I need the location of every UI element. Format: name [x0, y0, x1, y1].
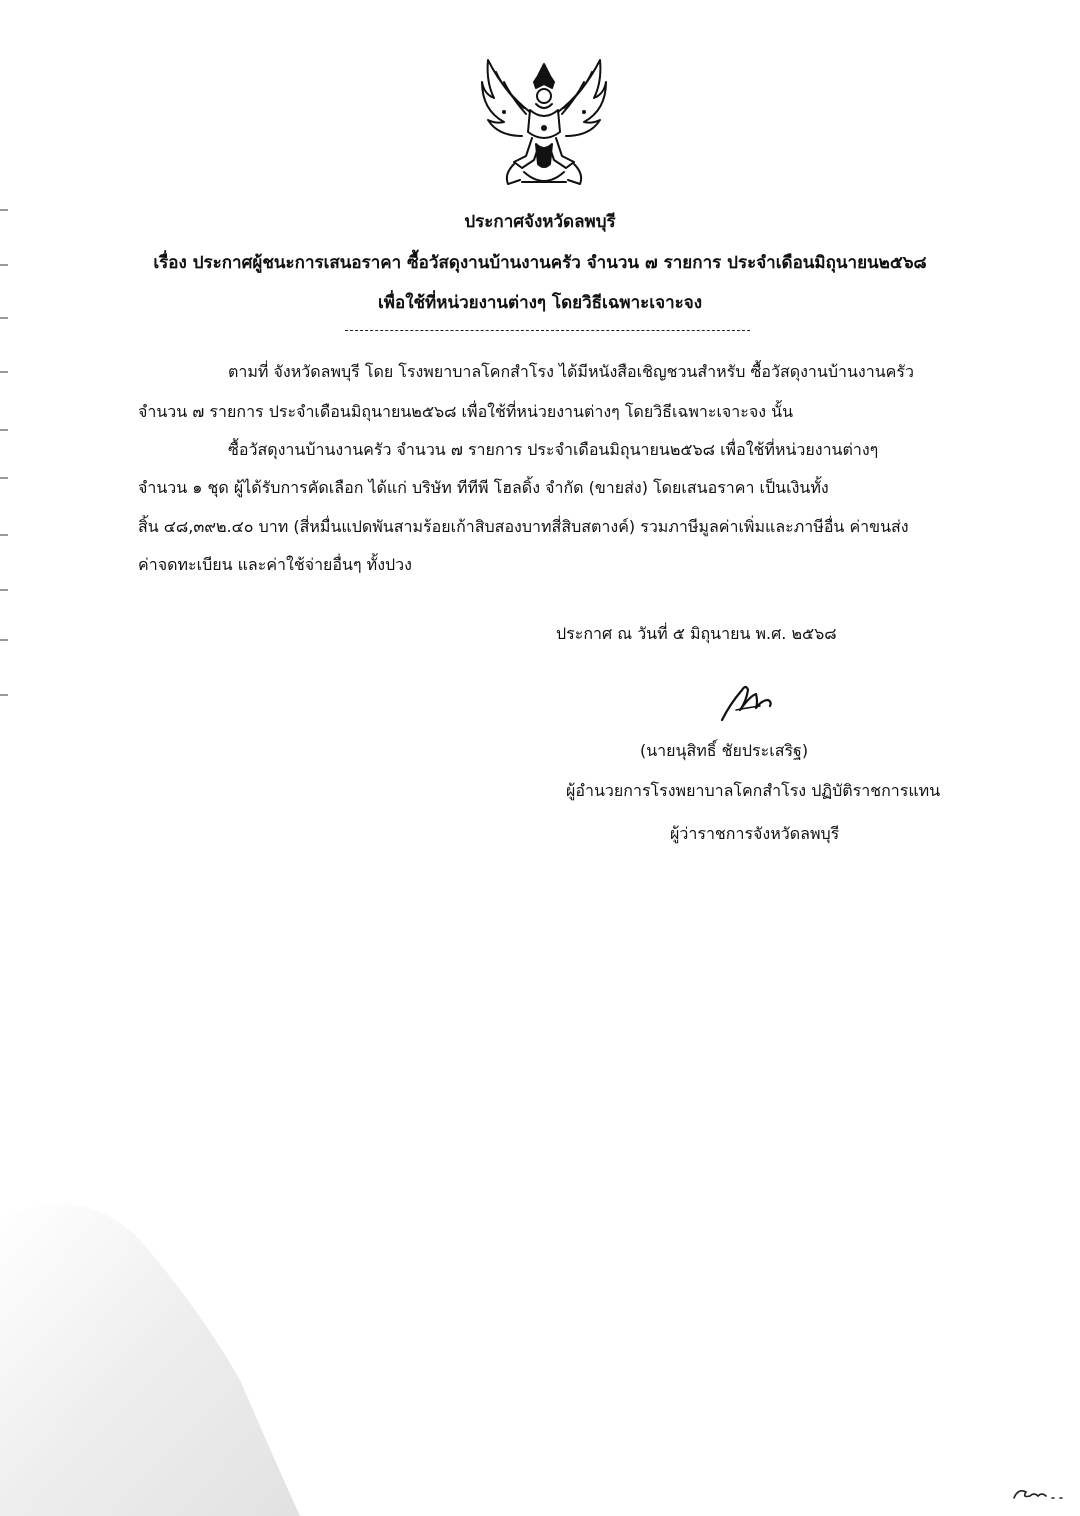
signatory-name: (นายนุสิทธิ์ ชัยประเสริฐ) — [640, 741, 809, 760]
body-paragraph-line: ค่าจดทะเบียน และค่าใช้จ่ายอื่นๆ ทั้งปวง — [138, 555, 412, 574]
subject-line-1: เรื่อง ประกาศผู้ชนะการเสนอราคา ซื้อวัสดุงานบ้านงานครัว จำนวน ๗ รายการ ประจำเดือนมิถุนายน๒๕๖๘ — [153, 253, 927, 273]
signatory-position-2: ผู้ว่าราชการจังหวัดลพบุรี — [670, 824, 840, 843]
body-paragraph-line: ซื้อวัสดุงานบ้านงานครัว จำนวน ๗ รายการ ประจำเดือนมิถุนายน๒๕๖๘ เพื่อใช้ที่หน่วยงานต่างๆ — [228, 440, 879, 459]
body-paragraph-line: สิ้น ๔๘,๓๙๒.๔๐ บาท (สี่หมื่นแปดพันสามร้อยเก้าสิบสองบาทสี่สิบสตางค์) รวมภาษีมูลค่าเพิ่มและภาษีอื่น ค่าขนส่ง — [138, 517, 909, 536]
body-paragraph-line: จำนวน ๑ ชุด ผู้ได้รับการคัดเลือก ได้แก่ บริษัท ทีทีพี โฮลดิ้ง จำกัด (ขายส่ง) โดยเสนอราคา เป็นเงินทั้ง — [138, 478, 829, 497]
initials-mark — [1010, 1484, 1066, 1504]
garuda-emblem-icon — [474, 52, 614, 194]
title-divider — [345, 330, 750, 331]
body-paragraph-line: ตามที่ จังหวัดลพบุรี โดย โรงพยาบาลโคกสำโรง ได้มีหนังสือเชิญชวนสำหรับ ซื้อวัสดุงานบ้านงานครัว — [228, 362, 914, 381]
subject-line-2: เพื่อใช้ที่หน่วยงานต่างๆ โดยวิธีเฉพาะเจาะจง — [377, 293, 703, 313]
announcement-date: ประกาศ ณ วันที่ ๕ มิถุนายน พ.ศ. ๒๕๖๘ — [556, 624, 837, 643]
document-title: ประกาศจังหวัดลพบุรี — [464, 212, 616, 232]
signature-mark — [716, 680, 786, 724]
signatory-position: ผู้อำนวยการโรงพยาบาลโคกสำโรง ปฏิบัติราชการแทน — [566, 781, 941, 800]
scan-shadow — [0, 1180, 300, 1516]
body-paragraph-line: จำนวน ๗ รายการ ประจำเดือนมิถุนายน๒๕๖๘ เพื่อใช้ที่หน่วยงานต่างๆ โดยวิธีเฉพาะเจาะจง นั้น — [138, 402, 794, 421]
